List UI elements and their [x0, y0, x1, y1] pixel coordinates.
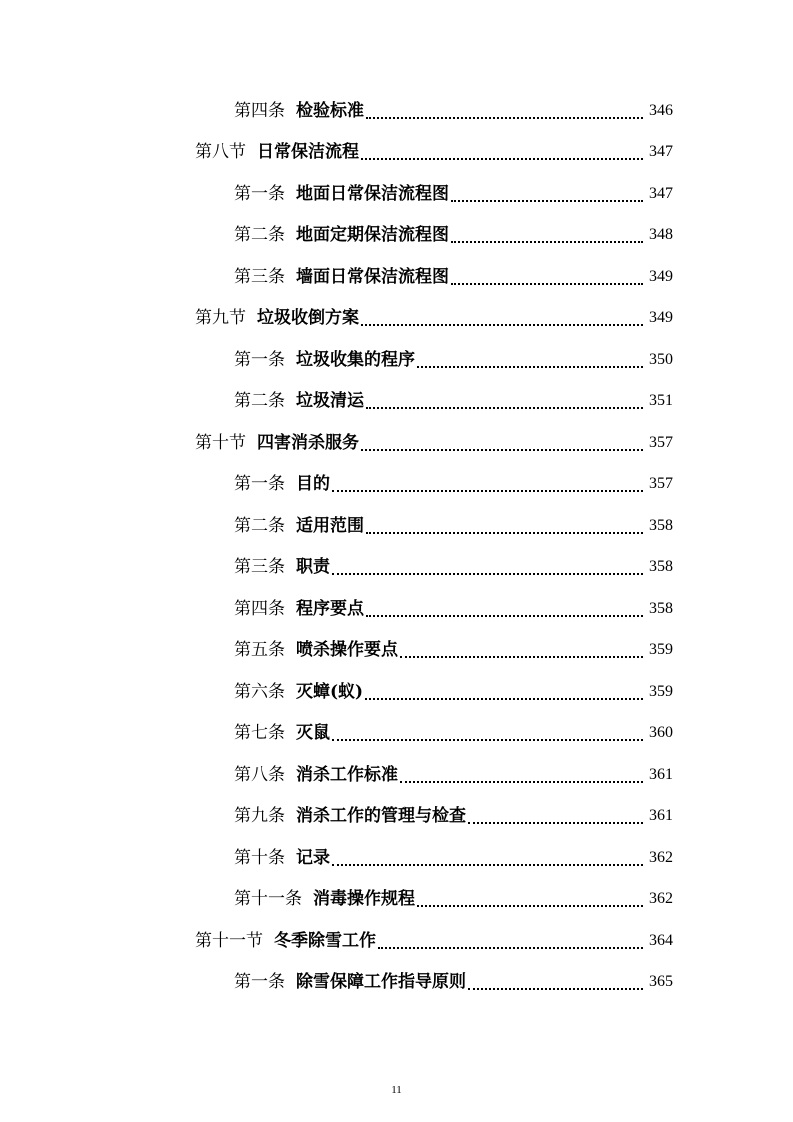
toc-entry-title: 程序要点 [296, 598, 364, 619]
toc-entry-label: 第六条 [234, 681, 285, 702]
dot-leader [332, 739, 643, 741]
toc-entry-page: 357 [649, 475, 673, 493]
toc-entry-page: 359 [649, 682, 673, 700]
toc-entry-label: 第九条 [234, 806, 285, 827]
dot-leader [468, 988, 643, 990]
toc-entry-label: 第五条 [234, 640, 285, 661]
toc-entry-label: 第一条 [234, 972, 285, 993]
toc-entry-title: 地面定期保洁流程图 [296, 225, 449, 246]
dot-leader [451, 241, 643, 243]
toc-entry-label: 第二条 [234, 391, 285, 412]
toc-article-entry[interactable] [0, 173, 793, 215]
toc-entry-page: 349 [649, 309, 673, 327]
dot-leader [366, 407, 643, 409]
toc-entry-title: 消杀工作的管理与检查 [296, 806, 466, 827]
toc-entry-label: 第一条 [234, 349, 285, 370]
toc-section-entry[interactable] [0, 422, 793, 464]
toc-entry-page: 348 [649, 226, 673, 244]
dot-leader [400, 781, 643, 783]
toc-entry-title: 灭蟑(蚁) [296, 681, 364, 702]
toc-entry-label: 第一条 [234, 183, 285, 204]
toc-entry-title: 记录 [296, 847, 330, 868]
toc-article-entry[interactable] [0, 505, 793, 547]
toc-entry-page: 362 [649, 848, 673, 866]
dot-leader [417, 905, 643, 907]
dot-leader [332, 573, 643, 575]
toc-entry-label: 第九节 [195, 308, 246, 329]
dot-leader [451, 283, 643, 285]
toc-entry-page: 350 [649, 350, 673, 368]
toc-article-entry[interactable] [0, 547, 793, 589]
toc-entry-page: 358 [649, 558, 673, 576]
toc-entry-label: 第一条 [234, 474, 285, 495]
toc-entry-label: 第二条 [234, 225, 285, 246]
toc-entry-label: 第二条 [234, 515, 285, 536]
table-of-contents [0, 90, 793, 1003]
toc-entry-label: 第十节 [195, 432, 246, 453]
toc-entry-page: 358 [649, 516, 673, 534]
toc-article-entry[interactable] [0, 588, 793, 630]
toc-article-entry[interactable] [0, 464, 793, 506]
toc-entry-label: 第四条 [234, 598, 285, 619]
toc-article-entry[interactable] [0, 796, 793, 838]
toc-section-entry[interactable] [0, 920, 793, 962]
toc-entry-page: 361 [649, 765, 673, 783]
toc-entry-page: 346 [649, 101, 673, 119]
toc-article-entry[interactable] [0, 837, 793, 879]
toc-entry-label: 第四条 [234, 100, 285, 121]
toc-entry-label: 第三条 [234, 266, 285, 287]
toc-entry-page: 365 [649, 973, 673, 991]
page-number: 11 [391, 1084, 402, 1096]
toc-entry-page: 358 [649, 599, 673, 617]
toc-article-entry[interactable] [0, 381, 793, 423]
toc-entry-title: 垃圾清运 [296, 391, 364, 412]
toc-entry-page: 360 [649, 724, 673, 742]
toc-entry-page: 357 [649, 433, 673, 451]
toc-entry-title: 灭鼠 [296, 723, 330, 744]
toc-entry-label: 第十条 [234, 847, 285, 868]
toc-article-entry[interactable] [0, 215, 793, 257]
dot-leader [468, 822, 643, 824]
dot-leader [332, 864, 643, 866]
dot-leader [366, 532, 643, 534]
toc-entry-title: 四害消杀服务 [257, 432, 359, 453]
toc-entry-title: 除雪保障工作指导原则 [296, 972, 466, 993]
toc-entry-title: 墙面日常保洁流程图 [296, 266, 449, 287]
toc-entry-title: 地面日常保洁流程图 [296, 183, 449, 204]
toc-entry-label: 第七条 [234, 723, 285, 744]
dot-leader [361, 158, 643, 160]
toc-entry-title: 冬季除雪工作 [274, 930, 376, 951]
toc-article-entry[interactable] [0, 90, 793, 132]
toc-entry-title: 职责 [296, 557, 330, 578]
toc-entry-title: 检验标准 [296, 100, 364, 121]
toc-entry-title: 适用范围 [296, 515, 364, 536]
toc-entry-label: 第十一条 [234, 889, 302, 910]
toc-entry-label: 第十一节 [195, 930, 263, 951]
toc-entry-title: 喷杀操作要点 [296, 640, 398, 661]
toc-article-entry[interactable] [0, 962, 793, 1004]
dot-leader [361, 324, 643, 326]
toc-entry-title: 目的 [296, 474, 330, 495]
dot-leader [361, 449, 643, 451]
toc-entry-title: 消杀工作标准 [296, 764, 398, 785]
toc-entry-label: 第八条 [234, 764, 285, 785]
toc-entry-page: 364 [649, 931, 673, 949]
toc-article-entry[interactable] [0, 713, 793, 755]
dot-leader [378, 947, 643, 949]
toc-entry-page: 351 [649, 392, 673, 410]
toc-article-entry[interactable] [0, 671, 793, 713]
toc-section-entry[interactable] [0, 298, 793, 340]
toc-entry-title: 日常保洁流程 [257, 142, 359, 163]
toc-entry-page: 347 [649, 184, 673, 202]
toc-entry-page: 362 [649, 890, 673, 908]
toc-entry-page: 361 [649, 807, 673, 825]
toc-entry-page: 349 [649, 267, 673, 285]
toc-article-entry[interactable] [0, 630, 793, 672]
dot-leader [366, 117, 643, 119]
dot-leader [417, 366, 643, 368]
toc-entry-title: 垃圾收倒方案 [257, 308, 359, 329]
toc-article-entry[interactable] [0, 256, 793, 298]
dot-leader [451, 200, 643, 202]
toc-entry-title: 垃圾收集的程序 [296, 349, 415, 370]
toc-article-entry[interactable] [0, 754, 793, 796]
toc-entry-title: 消毒操作规程 [313, 889, 415, 910]
toc-entry-label: 第三条 [234, 557, 285, 578]
dot-leader [365, 698, 643, 700]
dot-leader [332, 490, 643, 492]
dot-leader [400, 656, 643, 658]
toc-article-entry[interactable] [0, 339, 793, 381]
toc-entry-page: 359 [649, 641, 673, 659]
toc-section-entry[interactable] [0, 132, 793, 174]
toc-entry-label: 第八节 [195, 142, 246, 163]
toc-article-entry[interactable] [0, 879, 793, 921]
toc-entry-page: 347 [649, 143, 673, 161]
dot-leader [366, 615, 643, 617]
